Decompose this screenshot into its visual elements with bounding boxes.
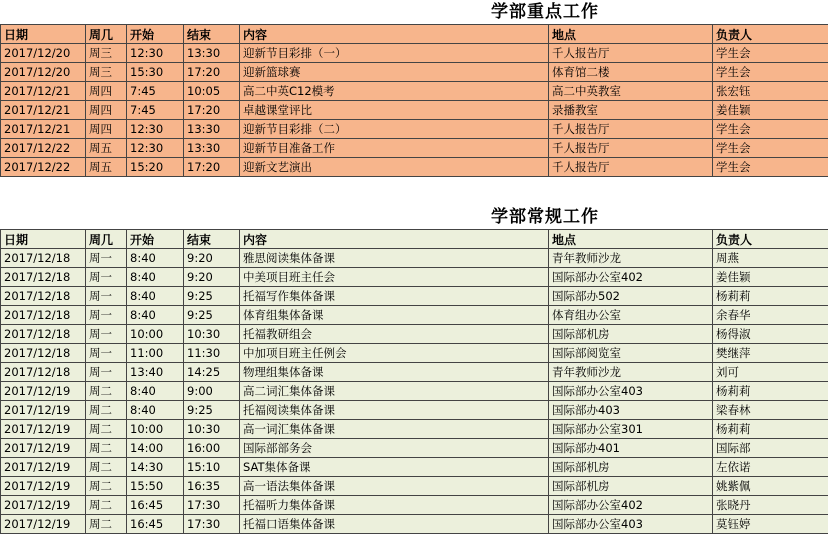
cell-location[interactable]: 国际部办公室402 [549,268,713,287]
table-row [1,458,828,477]
header-owner: 负责人 [713,230,828,249]
cell-end-time[interactable]: 14:25 [184,363,240,382]
cell-end-time[interactable]: 17:20 [184,101,240,120]
cell-start-time[interactable]: 12:30 [127,120,184,139]
cell-content[interactable]: 高二中英C12模考 [240,82,549,101]
table-row [1,287,828,306]
cell-start-time[interactable]: 14:00 [127,439,184,458]
table-row [1,382,828,401]
cell-weekday[interactable]: 周二 [86,439,127,458]
cell-date[interactable]: 2017/12/19 [1,420,86,439]
cell-weekday[interactable]: 周四 [86,101,127,120]
cell-end-time[interactable]: 10:30 [184,325,240,344]
cell-location[interactable]: 国际部机房 [549,458,713,477]
cell-content[interactable]: 托福教研组会 [240,325,549,344]
cell-content[interactable]: SAT集体备课 [240,458,549,477]
cell-owner[interactable]: 学生会 [713,158,828,177]
header-content: 内容 [240,230,549,249]
cell-date[interactable]: 2017/12/22 [1,139,86,158]
table-row [1,363,828,382]
header-end-time: 结束 [184,25,240,44]
cell-location[interactable]: 国际部阅览室 [549,344,713,363]
cell-date[interactable]: 2017/12/18 [1,325,86,344]
table-row [1,306,828,325]
header-row [1,230,828,249]
cell-owner[interactable]: 学生会 [713,44,828,63]
table-row [1,515,828,534]
cell-owner[interactable]: 学生会 [713,139,828,158]
header-weekday: 周几 [86,25,127,44]
table-row [1,120,828,139]
header-content: 内容 [240,25,549,44]
cell-end-time[interactable]: 13:30 [184,139,240,158]
cell-end-time[interactable]: 9:20 [184,268,240,287]
cell-weekday[interactable]: 周一 [86,344,127,363]
cell-weekday[interactable]: 周五 [86,158,127,177]
cell-owner[interactable]: 杨莉莉 [713,382,828,401]
header-location: 地点 [549,25,713,44]
cell-content[interactable]: 托福口语集体备课 [240,515,549,534]
cell-owner[interactable]: 张宏钰 [713,82,828,101]
cell-owner[interactable]: 姜佳颖 [713,268,828,287]
cell-weekday[interactable]: 周二 [86,477,127,496]
table-row [1,158,828,177]
cell-start-time[interactable]: 12:30 [127,44,184,63]
cell-location[interactable]: 国际部办502 [549,287,713,306]
cell-location[interactable]: 录播教室 [549,101,713,120]
cell-end-time[interactable]: 9:25 [184,287,240,306]
cell-start-time[interactable]: 10:00 [127,325,184,344]
cell-weekday[interactable]: 周二 [86,496,127,515]
table-row [1,439,828,458]
cell-date[interactable]: 2017/12/20 [1,44,86,63]
cell-owner[interactable]: 学生会 [713,120,828,139]
cell-content[interactable]: 中美项目班主任会 [240,268,549,287]
cell-owner[interactable]: 梁春林 [713,401,828,420]
cell-start-time[interactable]: 7:45 [127,82,184,101]
priority-section-title: 学部重点工作 [491,2,599,22]
cell-date[interactable]: 2017/12/18 [1,363,86,382]
cell-weekday[interactable]: 周一 [86,287,127,306]
cell-start-time[interactable]: 16:45 [127,515,184,534]
cell-start-time[interactable]: 15:50 [127,477,184,496]
cell-content[interactable]: 高一语法集体备课 [240,477,549,496]
header-date: 日期 [1,25,86,44]
table-row [1,44,828,63]
cell-start-time[interactable]: 10:00 [127,420,184,439]
cell-location[interactable]: 体育组办公室 [549,306,713,325]
cell-content[interactable]: 迎新节目准备工作 [240,139,549,158]
cell-end-time[interactable]: 16:35 [184,477,240,496]
cell-weekday[interactable]: 周二 [86,515,127,534]
cell-end-time[interactable]: 17:30 [184,515,240,534]
header-location: 地点 [549,230,713,249]
cell-owner[interactable]: 张晓丹 [713,496,828,515]
cell-owner[interactable]: 莫钰婷 [713,515,828,534]
cell-weekday[interactable]: 周三 [86,44,127,63]
cell-location[interactable]: 青年教师沙龙 [549,363,713,382]
header-owner: 负责人 [713,25,828,44]
cell-owner[interactable]: 杨得淑 [713,325,828,344]
cell-owner[interactable]: 杨莉莉 [713,287,828,306]
cell-content[interactable]: 迎新文艺演出 [240,158,549,177]
cell-end-time[interactable]: 9:25 [184,306,240,325]
cell-owner[interactable]: 姜佳颖 [713,101,828,120]
cell-location[interactable]: 高二中英教室 [549,82,713,101]
table-row [1,344,828,363]
cell-date[interactable]: 2017/12/18 [1,306,86,325]
cell-location[interactable]: 千人报告厅 [549,139,713,158]
cell-content[interactable]: 托福写作集体备课 [240,287,549,306]
cell-owner[interactable]: 刘可 [713,363,828,382]
cell-weekday[interactable]: 周一 [86,249,127,268]
table-row [1,101,828,120]
cell-date[interactable]: 2017/12/19 [1,496,86,515]
cell-weekday[interactable]: 周一 [86,268,127,287]
table-row [1,420,828,439]
cell-end-time[interactable]: 13:30 [184,120,240,139]
priority-table-header [1,25,828,44]
cell-location[interactable]: 青年教师沙龙 [549,249,713,268]
cell-date[interactable]: 2017/12/20 [1,63,86,82]
cell-start-time[interactable]: 7:45 [127,101,184,120]
cell-owner[interactable]: 周燕 [713,249,828,268]
cell-end-time[interactable]: 9:00 [184,382,240,401]
cell-date[interactable]: 2017/12/19 [1,515,86,534]
cell-end-time[interactable]: 9:20 [184,249,240,268]
routine-section-title: 学部常规工作 [491,207,599,227]
cell-owner[interactable]: 左依诺 [713,458,828,477]
cell-start-time[interactable]: 8:40 [127,401,184,420]
cell-date[interactable]: 2017/12/18 [1,249,86,268]
cell-date[interactable]: 2017/12/19 [1,458,86,477]
cell-content[interactable]: 迎新篮球赛 [240,63,549,82]
table-row [1,477,828,496]
cell-date[interactable]: 2017/12/18 [1,344,86,363]
cell-start-time[interactable]: 8:40 [127,249,184,268]
cell-content[interactable]: 高一词汇集体备课 [240,420,549,439]
header-start-time: 开始 [127,25,184,44]
cell-end-time[interactable]: 17:20 [184,158,240,177]
cell-owner[interactable]: 姚紫佩 [713,477,828,496]
cell-content[interactable]: 高二词汇集体备课 [240,382,549,401]
cell-start-time[interactable]: 8:40 [127,287,184,306]
cell-owner[interactable]: 国际部 [713,439,828,458]
cell-start-time[interactable]: 8:40 [127,306,184,325]
cell-location[interactable]: 千人报告厅 [549,120,713,139]
table-row [1,401,828,420]
cell-end-time[interactable]: 16:00 [184,439,240,458]
cell-start-time[interactable]: 8:40 [127,268,184,287]
cell-date[interactable]: 2017/12/22 [1,158,86,177]
cell-location[interactable]: 国际部机房 [549,325,713,344]
cell-content[interactable]: 卓越课堂评比 [240,101,549,120]
cell-location[interactable]: 国际部办403 [549,401,713,420]
cell-date[interactable]: 2017/12/18 [1,287,86,306]
header-weekday: 周几 [86,230,127,249]
cell-start-time[interactable]: 14:30 [127,458,184,477]
cell-weekday[interactable]: 周二 [86,420,127,439]
cell-weekday[interactable]: 周二 [86,382,127,401]
cell-end-time[interactable]: 10:05 [184,82,240,101]
cell-content[interactable]: 迎新节目彩排（二） [240,120,549,139]
cell-location[interactable]: 国际部办公室402 [549,496,713,515]
cell-end-time[interactable]: 11:30 [184,344,240,363]
table-row [1,268,828,287]
cell-content[interactable]: 国际部部务会 [240,439,549,458]
cell-content[interactable]: 雅思阅读集体备课 [240,249,549,268]
cell-end-time[interactable]: 17:20 [184,63,240,82]
cell-weekday[interactable]: 周二 [86,401,127,420]
cell-owner[interactable]: 余春华 [713,306,828,325]
cell-end-time[interactable]: 13:30 [184,44,240,63]
cell-content[interactable]: 物理组集体备课 [240,363,549,382]
header-date: 日期 [1,230,86,249]
cell-content[interactable]: 体育组集体备课 [240,306,549,325]
cell-content[interactable]: 托福阅读集体备课 [240,401,549,420]
cell-location[interactable]: 国际部办公室403 [549,515,713,534]
cell-weekday[interactable]: 周一 [86,306,127,325]
routine-work-table [0,229,828,534]
table-row [1,82,828,101]
cell-location[interactable]: 国际部办401 [549,439,713,458]
routine-table-body [1,249,828,534]
cell-location[interactable]: 国际部机房 [549,477,713,496]
cell-weekday[interactable]: 周二 [86,458,127,477]
header-end-time: 结束 [184,230,240,249]
header-row [1,25,828,44]
cell-date[interactable]: 2017/12/21 [1,82,86,101]
cell-date[interactable]: 2017/12/19 [1,439,86,458]
cell-start-time[interactable]: 11:00 [127,344,184,363]
cell-owner[interactable]: 杨莉莉 [713,420,828,439]
cell-end-time[interactable]: 10:30 [184,420,240,439]
cell-owner[interactable]: 学生会 [713,63,828,82]
table-row [1,325,828,344]
cell-weekday[interactable]: 周四 [86,120,127,139]
cell-date[interactable]: 2017/12/21 [1,120,86,139]
cell-start-time[interactable]: 13:40 [127,363,184,382]
table-row [1,139,828,158]
cell-content[interactable]: 中加项目班主任例会 [240,344,549,363]
cell-date[interactable]: 2017/12/19 [1,477,86,496]
cell-start-time[interactable]: 15:30 [127,63,184,82]
cell-location[interactable]: 千人报告厅 [549,158,713,177]
cell-location[interactable]: 千人报告厅 [549,44,713,63]
cell-date[interactable]: 2017/12/19 [1,401,86,420]
priority-work-table [0,24,828,177]
cell-weekday[interactable]: 周四 [86,82,127,101]
cell-start-time[interactable]: 12:30 [127,139,184,158]
cell-end-time[interactable]: 15:10 [184,458,240,477]
header-start-time: 开始 [127,230,184,249]
cell-date[interactable]: 2017/12/19 [1,382,86,401]
cell-weekday[interactable]: 周一 [86,325,127,344]
cell-end-time[interactable]: 9:25 [184,401,240,420]
cell-start-time[interactable]: 8:40 [127,382,184,401]
cell-weekday[interactable]: 周三 [86,63,127,82]
cell-weekday[interactable]: 周一 [86,363,127,382]
cell-content[interactable]: 托福听力集体备课 [240,496,549,515]
cell-date[interactable]: 2017/12/18 [1,268,86,287]
table-row [1,496,828,515]
routine-table-header [1,230,828,249]
table-row [1,63,828,82]
cell-owner[interactable]: 樊继萍 [713,344,828,363]
cell-location[interactable]: 体育馆二楼 [549,63,713,82]
cell-location[interactable]: 国际部办公室301 [549,420,713,439]
cell-weekday[interactable]: 周五 [86,139,127,158]
priority-table-body [1,44,828,177]
table-row [1,249,828,268]
cell-location[interactable]: 国际部办公室403 [549,382,713,401]
cell-start-time[interactable]: 16:45 [127,496,184,515]
cell-start-time[interactable]: 15:20 [127,158,184,177]
cell-date[interactable]: 2017/12/21 [1,101,86,120]
cell-end-time[interactable]: 17:30 [184,496,240,515]
cell-content[interactable]: 迎新节目彩排（一） [240,44,549,63]
